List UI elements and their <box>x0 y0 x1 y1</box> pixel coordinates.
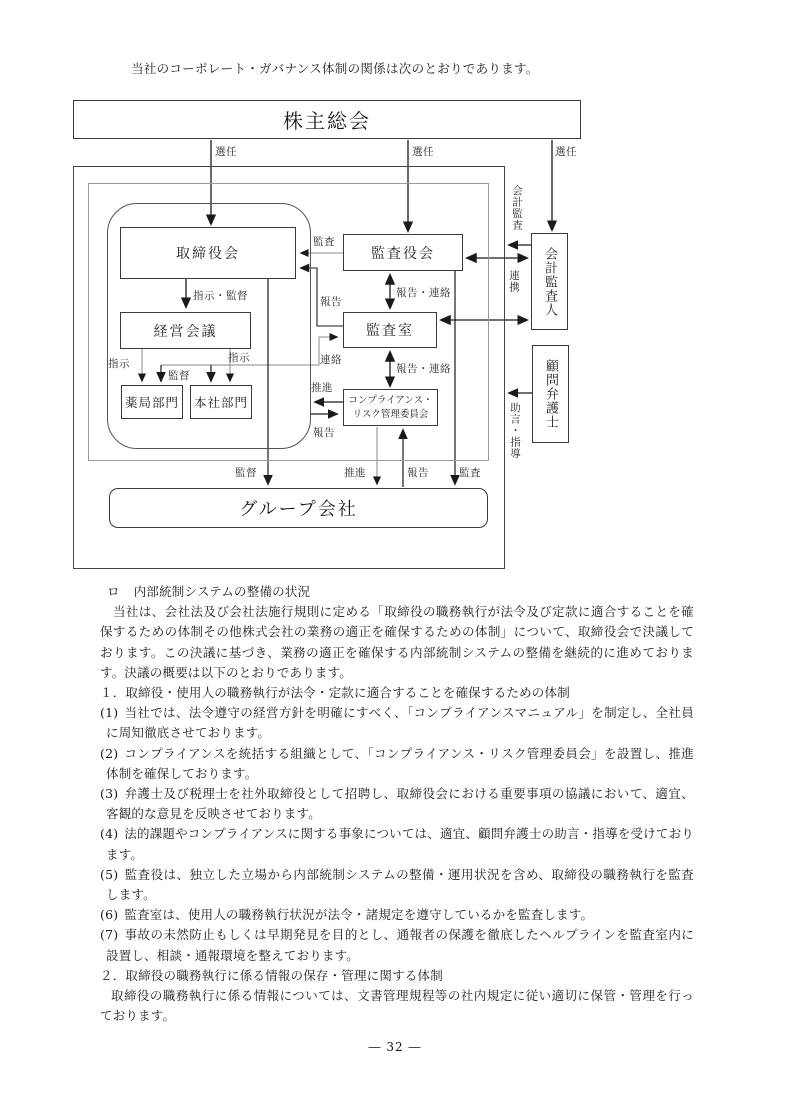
box-group-companies: グループ会社 <box>109 488 488 528</box>
label-election-2: 選任 <box>412 146 434 158</box>
final-paragraph: 取締役の職務執行に係る情報については、文書管理規程等の社内規定に従い適切に保管・管理を行っております。 <box>100 988 694 1024</box>
label-report-contact-lower: 報告・連絡 <box>396 363 451 375</box>
section-title: 内部統制システムの整備の状況 <box>133 584 311 599</box>
label-election-3: 選任 <box>555 146 577 158</box>
list-item-5 <box>100 865 694 905</box>
box-board-of-directors: 取締役会 <box>120 227 296 279</box>
item-marker: (5) <box>100 866 119 882</box>
item-marker: (7) <box>100 927 119 943</box>
item-text: 事故の未然防止もしくは早期発見を目的とし、通報者の保護を徹底したヘルプラインを監査室内に設置し、相談・通報環境を整えております。 <box>106 927 694 963</box>
item-text: 監査役は、独立した立場から内部統制システムの整備・運用状況を含め、取締役の職務執行を監査します。 <box>106 866 694 903</box>
box-shareholders-meeting: 株主総会 <box>73 100 581 139</box>
item-marker: (2) <box>100 745 119 761</box>
box-audit-and-supervisory-board: 監査役会 <box>343 234 463 271</box>
item-marker: (3) <box>100 786 119 802</box>
numbered-heading-2: ２．取締役の職務執行に係る情報の保存・管理に関する体制 <box>100 967 443 983</box>
list-item-3 <box>100 784 694 824</box>
list-item-7 <box>100 925 694 965</box>
item-marker: (4) <box>100 826 119 842</box>
label-promote-bottom: 推進 <box>344 467 366 479</box>
list-item-4 <box>100 824 694 864</box>
label-promote-committee: 推進 <box>311 382 333 394</box>
item-marker: (1) <box>100 705 119 721</box>
box-compliance-risk-committee <box>343 389 438 426</box>
label-audit-bottom: 監査 <box>459 467 481 479</box>
label-audit-top: 監査 <box>313 236 335 248</box>
box-audit-office: 監査室 <box>343 312 437 348</box>
list-item-2 <box>100 744 694 784</box>
section-heading <box>107 582 694 602</box>
item-text: 弁護士及び税理士を社外取締役として招聘し、取締役会における重要事項の協議において、適宜、客観的な意見を反映させております。 <box>106 786 694 822</box>
label-accounting-audit: 会計監査 <box>511 185 523 231</box>
committee-label-line2: リスク管理委員会 <box>352 408 429 420</box>
page-number: ― 32 ― <box>368 1040 422 1054</box>
item-text: 監査室は、使用人の職務執行状況が法令・諸規定を遵守しているかを監査します。 <box>124 907 594 923</box>
label-election-1: 選任 <box>215 146 237 158</box>
item-text: 当社では、法令遵守の経営方針を明確にすべく、「コンプライアンスマニュアル」を制定し、全社員に周知徹底させております。 <box>106 705 694 741</box>
list-item-1 <box>100 703 694 743</box>
label-report-committee: 報告 <box>313 427 335 439</box>
label-supervise-bottom: 監督 <box>235 467 257 479</box>
item-text: コンプライアンスを統括する組織として、「コンプライアンス・リスク管理委員会」を設置し、推進体制を確保しております。 <box>106 745 694 781</box>
intro-text: 当社のコーポレート・ガバナンス体制の関係は次のとおりであります。 <box>131 61 539 76</box>
numbered-heading-1: １．取締役・使用人の職務執行が法令・定款に適合することを確保するための体制 <box>100 685 570 701</box>
label-report-contact-upper: 報告・連絡 <box>396 287 451 299</box>
list-item-6 <box>100 905 694 925</box>
item-marker: (6) <box>100 907 119 923</box>
label-cooperation: 連携 <box>508 270 520 293</box>
box-head-office-department: 本社部門 <box>190 385 252 419</box>
box-pharmacy-department: 薬局部門 <box>121 385 183 419</box>
label-supervise-depts: 監督 <box>168 370 190 382</box>
item-text: 法的課題やコンプライアンスに関する事象については、適宜、顧問弁護士の助言・指導を受けております。 <box>106 826 694 862</box>
section-mark: ロ <box>107 584 120 599</box>
committee-label-line1: コンプライアンス・ <box>348 394 433 406</box>
label-instruct-right: 指示 <box>228 352 250 364</box>
label-instruct-left: 指示 <box>108 358 130 370</box>
box-management-meeting: 経営会議 <box>120 312 251 349</box>
label-contact: 連絡 <box>320 354 342 366</box>
label-advice-guidance: 助言・指導 <box>509 402 521 460</box>
label-report-mid: 報告 <box>320 296 342 308</box>
lead-paragraph: 当社は、会社法及び会社法施行規則に定める「取締役の職務執行が法令及び定款に適合することを確保するための体制その他株式会社の業務の適正を確保するための体制」について、取締役会で決議しております。この決議に基づき、業務の適正を確保する内部統制システムの整備を継続的に進めております。決議の概要は以下のとおりであります。 <box>100 604 694 680</box>
body-text-block <box>100 582 694 1026</box>
label-instruct-supervise: 指示・監督 <box>193 290 248 302</box>
box-accounting-auditor: 会計監査人 <box>531 233 568 330</box>
label-report-bottom: 報告 <box>407 467 429 479</box>
box-legal-advisor: 顧問弁護士 <box>532 345 569 443</box>
